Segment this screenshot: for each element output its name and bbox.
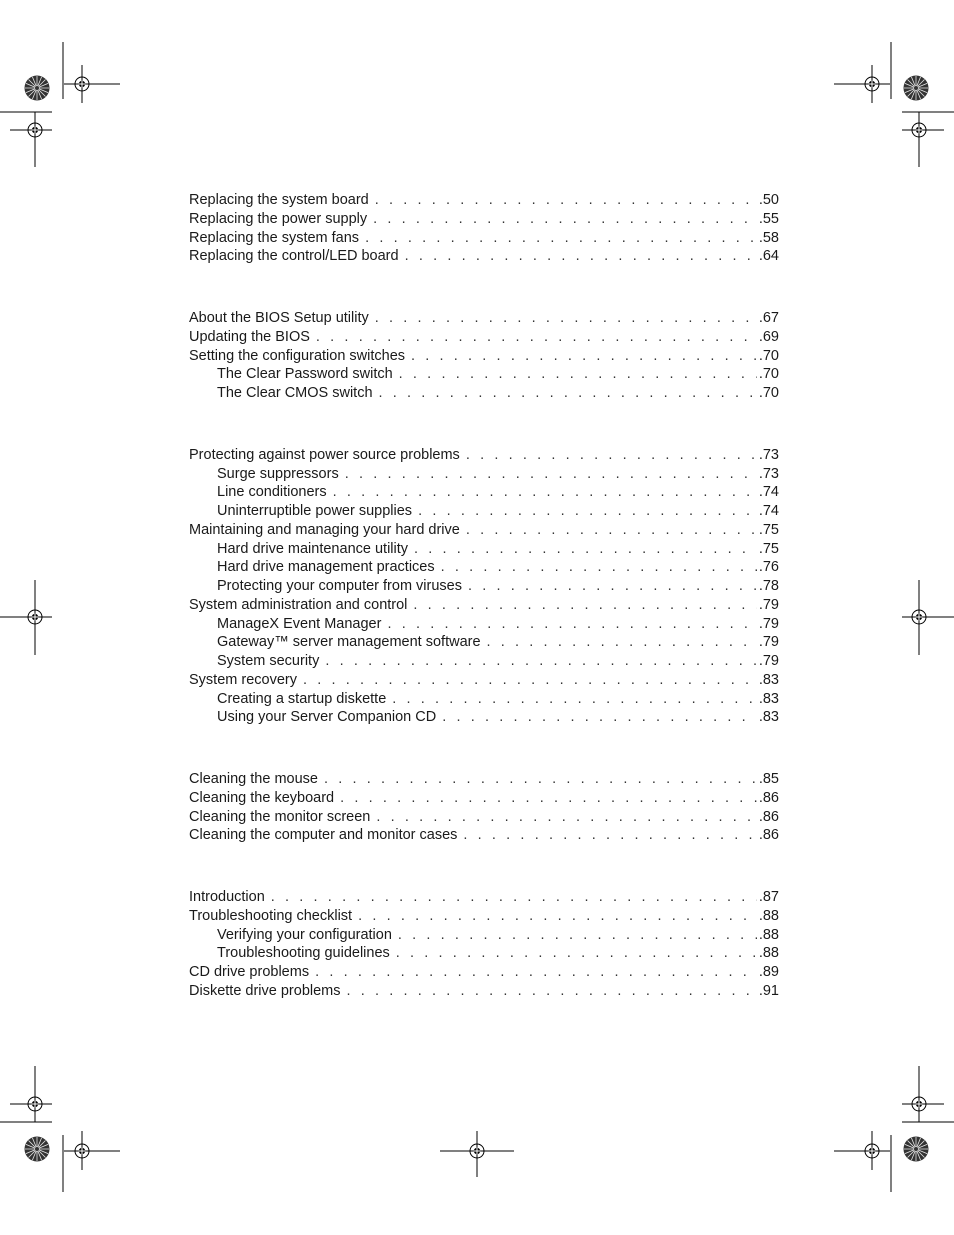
dot-leader <box>375 309 757 328</box>
toc-entry-page: .64 <box>758 248 779 265</box>
toc-entry[interactable] <box>189 808 779 827</box>
toc-entry[interactable] <box>189 446 779 465</box>
toc-entry-title: System recovery <box>189 671 297 688</box>
dot-leader <box>441 558 757 577</box>
toc-entry[interactable] <box>189 982 779 1001</box>
toc-entry[interactable] <box>189 963 779 982</box>
toc-entry-page: .79 <box>758 653 779 669</box>
toc-entry-page: .85 <box>758 771 779 787</box>
toc-section <box>189 191 779 266</box>
toc-entry[interactable] <box>189 944 779 963</box>
toc-entry-page: .73 <box>758 465 779 482</box>
toc-entry-title: About the BIOS Setup utility <box>189 310 369 326</box>
dot-leader <box>466 521 757 540</box>
dot-leader <box>413 596 756 615</box>
dot-leader <box>358 907 757 926</box>
toc-entry-page: .83 <box>758 709 779 726</box>
toc-entry-title: Setting the configuration switches <box>189 347 406 364</box>
dot-leader <box>442 708 757 727</box>
toc-entry-title: Replacing the system fans <box>189 229 360 246</box>
table-of-contents <box>189 191 779 1001</box>
toc-entry-page: .67 <box>758 310 779 326</box>
dot-leader <box>340 789 757 808</box>
toc-entry-title: Troubleshooting checklist <box>189 907 353 924</box>
toc-entry-page: .74 <box>758 484 779 501</box>
toc-entry-title: Creating a startup diskette <box>217 690 387 707</box>
toc-entry-title: Hard drive management practices <box>217 559 435 576</box>
toc-entry-title: Maintaining and managing your hard drive <box>189 521 460 538</box>
dot-leader <box>405 247 757 266</box>
toc-entry[interactable] <box>189 770 779 789</box>
toc-entry-page: .70 <box>758 347 779 364</box>
toc-entry-title: Troubleshooting guidelines <box>217 945 390 962</box>
toc-entry-page: .50 <box>758 192 779 208</box>
toc-entry-page: .88 <box>758 907 779 924</box>
toc-entry-title: Protecting your computer from viruses <box>217 578 462 594</box>
toc-entry[interactable] <box>189 708 779 727</box>
toc-entry-page: .76 <box>758 559 779 576</box>
dot-leader <box>345 465 757 484</box>
dot-leader <box>487 633 757 652</box>
toc-entry[interactable] <box>189 502 779 521</box>
toc-entry[interactable] <box>189 826 779 845</box>
toc-entry-title: Line conditioners <box>217 484 327 501</box>
toc-entry-page: .55 <box>758 210 779 227</box>
dot-leader <box>387 615 756 634</box>
dot-leader <box>373 210 757 229</box>
toc-entry-page: .73 <box>758 446 779 463</box>
toc-entry[interactable] <box>189 577 779 596</box>
toc-entry-title: Introduction <box>189 889 265 905</box>
toc-section <box>189 888 779 1001</box>
toc-entry[interactable] <box>189 384 779 403</box>
toc-entry-title: Protecting against power source problems <box>189 446 460 463</box>
dot-leader <box>325 652 756 671</box>
dot-leader <box>466 446 757 465</box>
toc-entry[interactable] <box>189 789 779 808</box>
toc-entry-page: .75 <box>758 521 779 538</box>
dot-leader <box>418 502 757 521</box>
toc-entry-title: Cleaning the mouse <box>189 771 318 787</box>
toc-entry-page: .75 <box>758 540 779 557</box>
toc-entry-title: Updating the BIOS <box>189 328 310 345</box>
toc-entry[interactable] <box>189 365 779 384</box>
dot-leader <box>315 963 757 982</box>
toc-entry-title: The Clear CMOS switch <box>217 385 373 401</box>
dot-leader <box>411 347 757 366</box>
dot-leader <box>333 483 757 502</box>
dot-leader <box>399 365 757 384</box>
dot-leader <box>365 229 757 248</box>
toc-entry[interactable] <box>189 328 779 347</box>
toc-entry-page: .69 <box>758 328 779 345</box>
toc-entry-page: .88 <box>758 926 779 943</box>
toc-entry-title: Cleaning the monitor screen <box>189 808 371 825</box>
toc-entry[interactable] <box>189 671 779 690</box>
toc-entry-page: .78 <box>758 578 779 594</box>
dot-leader <box>414 540 757 559</box>
toc-entry-page: .88 <box>758 945 779 962</box>
dot-leader <box>316 328 757 347</box>
toc-section <box>189 770 779 845</box>
dot-leader <box>347 982 757 1001</box>
toc-section <box>189 446 779 727</box>
dot-leader <box>271 888 757 907</box>
toc-entry-page: .74 <box>758 503 779 519</box>
toc-entry[interactable] <box>189 210 779 229</box>
toc-entry-title: Gateway™ server management software <box>217 634 481 651</box>
toc-entry-page: .83 <box>758 690 779 707</box>
toc-entry[interactable] <box>189 347 779 366</box>
dot-leader <box>463 826 756 845</box>
dot-leader <box>303 671 757 690</box>
toc-entry[interactable] <box>189 596 779 615</box>
toc-entry-title: System administration and control <box>189 596 408 613</box>
toc-entry-title: Using your Server Companion CD <box>217 709 437 726</box>
toc-entry[interactable] <box>189 521 779 540</box>
toc-entry[interactable] <box>189 633 779 652</box>
dot-leader <box>392 690 757 709</box>
toc-entry-page: .87 <box>758 889 779 905</box>
toc-entry-title: The Clear Password switch <box>217 366 393 383</box>
toc-entry-title: Hard drive maintenance utility <box>217 540 409 557</box>
toc-entry[interactable] <box>189 558 779 577</box>
toc-entry[interactable] <box>189 483 779 502</box>
toc-entry-page: .79 <box>758 634 779 651</box>
toc-entry[interactable] <box>189 888 779 907</box>
dot-leader <box>376 808 756 827</box>
toc-entry[interactable] <box>189 907 779 926</box>
dot-leader <box>398 926 757 945</box>
toc-entry[interactable] <box>189 247 779 266</box>
toc-entry-page: .79 <box>758 615 779 632</box>
toc-entry-title: ManageX Event Manager <box>217 615 382 632</box>
toc-section <box>189 309 779 403</box>
toc-entry[interactable] <box>189 926 779 945</box>
toc-entry-page: .89 <box>758 964 779 980</box>
toc-entry[interactable] <box>189 690 779 709</box>
toc-entry[interactable] <box>189 309 779 328</box>
toc-entry-title: Replacing the control/LED board <box>189 248 399 265</box>
toc-entry-title: CD drive problems <box>189 964 310 980</box>
toc-entry[interactable] <box>189 652 779 671</box>
toc-entry-title: Diskette drive problems <box>189 982 341 999</box>
toc-entry-page: .91 <box>758 982 779 999</box>
dot-leader <box>379 384 757 403</box>
toc-entry-title: Verifying your configuration <box>217 926 392 943</box>
toc-entry[interactable] <box>189 229 779 248</box>
toc-entry-page: .86 <box>758 789 779 806</box>
toc-entry[interactable] <box>189 191 779 210</box>
toc-entry[interactable] <box>189 540 779 559</box>
dot-leader <box>396 944 757 963</box>
toc-entry-page: .86 <box>758 827 779 844</box>
dot-leader <box>375 191 757 210</box>
dot-leader <box>468 577 757 596</box>
toc-entry-page: .70 <box>758 366 779 383</box>
toc-entry-page: .83 <box>758 671 779 688</box>
toc-entry-title: Cleaning the computer and monitor cases <box>189 827 458 844</box>
toc-entry-page: .79 <box>758 596 779 613</box>
toc-entry-title: Replacing the system board <box>189 192 369 208</box>
toc-entry[interactable] <box>189 465 779 484</box>
toc-entry-page: .70 <box>758 385 779 401</box>
toc-entry-title: Uninterruptible power supplies <box>217 503 413 519</box>
toc-entry-page: .86 <box>758 808 779 825</box>
dot-leader <box>324 770 757 789</box>
toc-entry-title: System security <box>217 653 320 669</box>
toc-entry[interactable] <box>189 615 779 634</box>
toc-entry-title: Cleaning the keyboard <box>189 789 335 806</box>
toc-entry-page: .58 <box>758 229 779 246</box>
toc-entry-title: Surge suppressors <box>217 465 339 482</box>
toc-entry-title: Replacing the power supply <box>189 210 368 227</box>
